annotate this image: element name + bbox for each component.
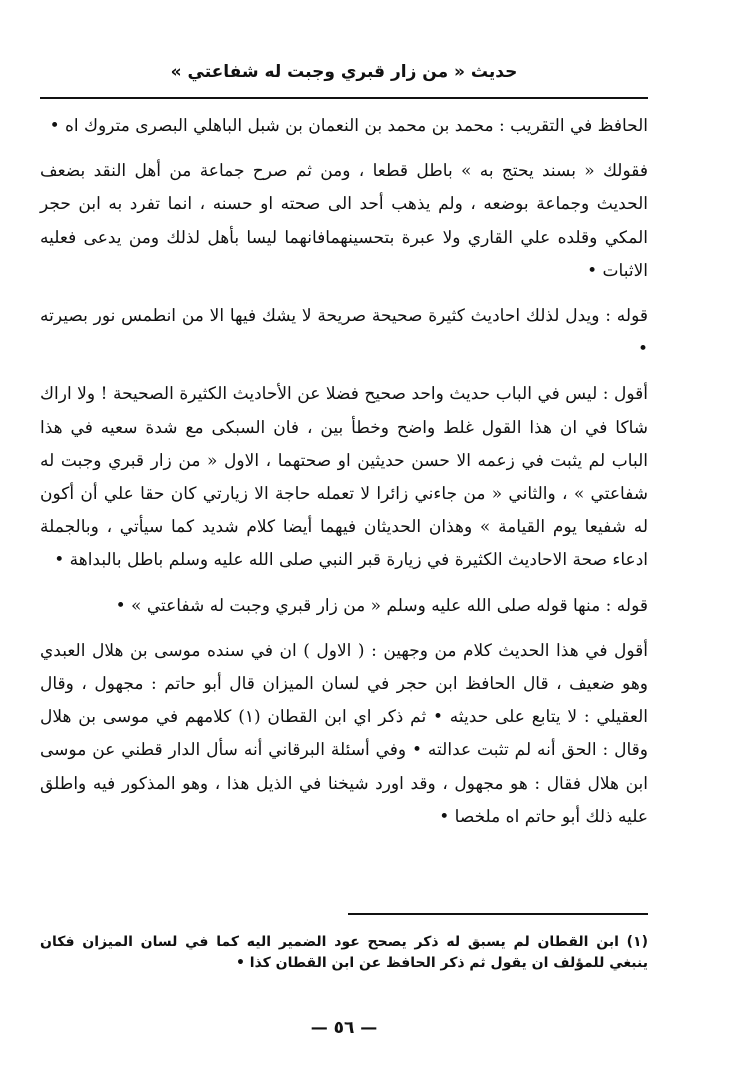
paragraph-2: فقولك « بسند يحتج به » باطل قطعا ، ومن ثم صرح جماعة من أهل النقد بضعف الحديث وجماعة بوضعه ، ولم يذهب أحد الى صحته او حسنه ، انما تفرد به ابن حجر المكي وقلده علي القاري ولا عبرة بتحسينهمافانهما ليسا بأهل لذلك ومن يدعى فعليه الاثبات • [40, 161, 648, 281]
paragraph-4: أقول : ليس في الباب حديث واحد صحيح فضلا عن الأحاديث الكثيرة الصحيحة ! ولا اراك شاكا في ان هذا القول غلط واضح وخطأ بين ، فان السبكى مع شدة سعيه في هذا الباب لم يثبت في زعمه الا حسن حديثين او صحتهما ، الاول « من زار قبري وجبت له شفاعتي » ، والثاني « من جاءني زائرا لا تعمله حاجة الا زيارتي كان حقا علي أن أكون له شفيعا يوم القيامة » وهذان الحديثان فيهما أيضا كلام شديد كما سيأتي ، وبالجملة ادعاء صحة الاحاديث الكثيرة في زيارة قبر النبي صلى الله عليه وسلم باطل بالبداهة • [40, 384, 648, 571]
paragraph-6: أقول في هذا الحديث كلام من وجهين : ( الاول ) ان في سنده موسى بن هلال العبدي وهو ضعيف ، قال الحافظ ابن حجر في لسان الميزان قال أبو حاتم : مجهول ، وقال العقيلي : لا يتابع على حديثه • ثم ذكر اي ابن القطان (١) كلامهم في موسى بن هلال وقال : الحق أنه لم تثبت عدالته • وفي أسئلة البرقاني أنه سأل الدار قطني عن موسى ابن هلال فقال : هو مجهول ، وقد اورد شيخنا في الذيل هذا ، وهو المذكور فيه واطلق عليه ذلك أبو حاتم اه ملخصا • [40, 640, 648, 827]
running-header-title: حديث « من زار قبري وجبت له شفاعتي » [170, 62, 518, 82]
main-text [40, 110, 648, 834]
paragraph-3: قوله : ويدل لذلك احاديث كثيرة صحيحة صريحة لا يشك فيها الا من انطمس نور بصيرته • [40, 306, 648, 360]
footnote: (١) ابن القطان لم يسبق له ذكر يصحح عود الضمير اليه كما في لسان الميزان فكان ينبغي للمؤلف ان يقول ثم ذكر الحافظ عن ابن القطان كذا • [40, 934, 648, 971]
paragraph-1: الحافظ في التقريب : محمد بن محمد بن النعمان بن شبل الباهلي البصرى متروك اه • [49, 116, 648, 136]
page-number: — ٥٦ — [310, 1018, 378, 1038]
header-rule [40, 97, 648, 99]
book-page [40, 0, 648, 1086]
footnote-rule [348, 913, 648, 915]
paragraph-5: قوله : منها قوله صلى الله عليه وسلم « من زار قبري وجبت له شفاعتي » • [115, 595, 648, 616]
